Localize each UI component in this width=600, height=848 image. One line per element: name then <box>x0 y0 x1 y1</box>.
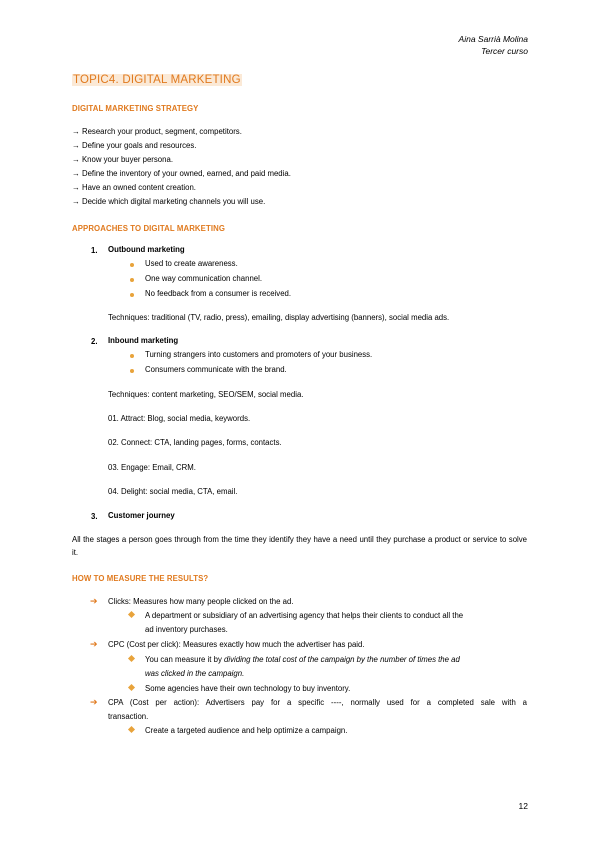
inbound-techniques: Techniques: content marketing, SEO/SEM, social media. <box>108 390 304 399</box>
header-author: Aina Sarrià Molina <box>458 34 528 44</box>
arrow-right-icon: ➔ <box>90 697 98 707</box>
bullet-icon <box>130 278 134 282</box>
page-number: 12 <box>518 801 528 811</box>
bullet-icon <box>130 369 134 373</box>
cpc-sub-plain: You can measure it by <box>145 655 225 664</box>
outbound-bullet: One way communication channel. <box>145 274 263 283</box>
strategy-item: → Research your product, segment, competitors. <box>72 127 242 136</box>
header-course: Tercer curso <box>481 46 528 56</box>
inbound-step: 03. Engage: Email, CRM. <box>108 463 196 472</box>
page-title: TOPIC4. DIGITAL MARKETING <box>73 74 241 86</box>
bullet-icon <box>130 293 134 297</box>
clicks-sub: A department or subsidiary of an advertising agency that helps their clients to conduct all the <box>145 611 464 620</box>
cpc-text: CPC (Cost per click): Measures exactly how much the advertiser has paid. <box>108 640 365 649</box>
cpc-sub-cont: was clicked in the campaign. <box>145 669 245 678</box>
strategy-item: → Have an owned content creation. <box>72 183 196 192</box>
diamond-bullet-icon <box>128 726 135 733</box>
strategy-item: → Know your buyer persona. <box>72 155 173 164</box>
inbound-title: Inbound marketing <box>108 336 179 345</box>
bullet-icon <box>130 354 134 358</box>
diamond-bullet-icon <box>128 655 135 662</box>
cpa-text: CPA (Cost per action): Advertisers pay for a specific ----, normally used for a completed sale with a <box>108 698 527 707</box>
list-number: 3. <box>91 512 98 521</box>
strategy-item: → Decide which digital marketing channels you will use. <box>72 197 266 206</box>
outbound-bullet: Used to create awareness. <box>145 259 238 268</box>
section-heading-measure: HOW TO MEASURE THE RESULTS? <box>72 574 209 583</box>
clicks-text: Clicks: Measures how many people clicked on the ad. <box>108 597 294 606</box>
cpc-sub <box>145 654 460 665</box>
diamond-bullet-icon <box>128 684 135 691</box>
cpc-sub2: Some agencies have their own technology to buy inventory. <box>145 684 351 693</box>
bullet-icon <box>130 263 134 267</box>
outbound-title: Outbound marketing <box>108 245 185 254</box>
inbound-bullet: Turning strangers into customers and promoters of your business. <box>145 350 373 359</box>
journey-description: All the stages a person goes through from the time they identify they have a need until they purchase a product or service to solve it. <box>72 535 527 557</box>
arrow-right-icon: ➔ <box>90 596 98 606</box>
journey-title: Customer journey <box>108 511 175 520</box>
arrow-right-icon: ➔ <box>90 639 98 649</box>
strategy-item: → Define your goals and resources. <box>72 141 197 150</box>
outbound-techniques: Techniques: traditional (TV, radio, press), emailing, display advertising (banners), social media ads. <box>108 313 450 322</box>
inbound-step: 01. Attract: Blog, social media, keywords. <box>108 414 251 423</box>
inbound-step: 02. Connect: CTA, landing pages, forms, contacts. <box>108 438 282 447</box>
strategy-item: → Define the inventory of your owned, earned, and paid media. <box>72 169 291 178</box>
diamond-bullet-icon <box>128 611 135 618</box>
list-number: 2. <box>91 337 98 346</box>
cpa-text-cont: transaction. <box>108 712 149 721</box>
list-number: 1. <box>91 246 98 255</box>
cpa-sub: Create a targeted audience and help optimize a campaign. <box>145 726 348 735</box>
section-heading-strategy: DIGITAL MARKETING STRATEGY <box>72 104 199 113</box>
inbound-bullet: Consumers communicate with the brand. <box>145 365 287 374</box>
clicks-sub-cont: ad inventory purchases. <box>145 625 228 634</box>
section-heading-approaches: APPROACHES TO DIGITAL MARKETING <box>72 224 225 233</box>
inbound-step: 04. Delight: social media, CTA, email. <box>108 487 238 496</box>
cpc-sub-italic: dividing the total cost of the campaign by the number of times the ad <box>224 655 460 664</box>
outbound-bullet: No feedback from a consumer is received. <box>145 289 292 298</box>
